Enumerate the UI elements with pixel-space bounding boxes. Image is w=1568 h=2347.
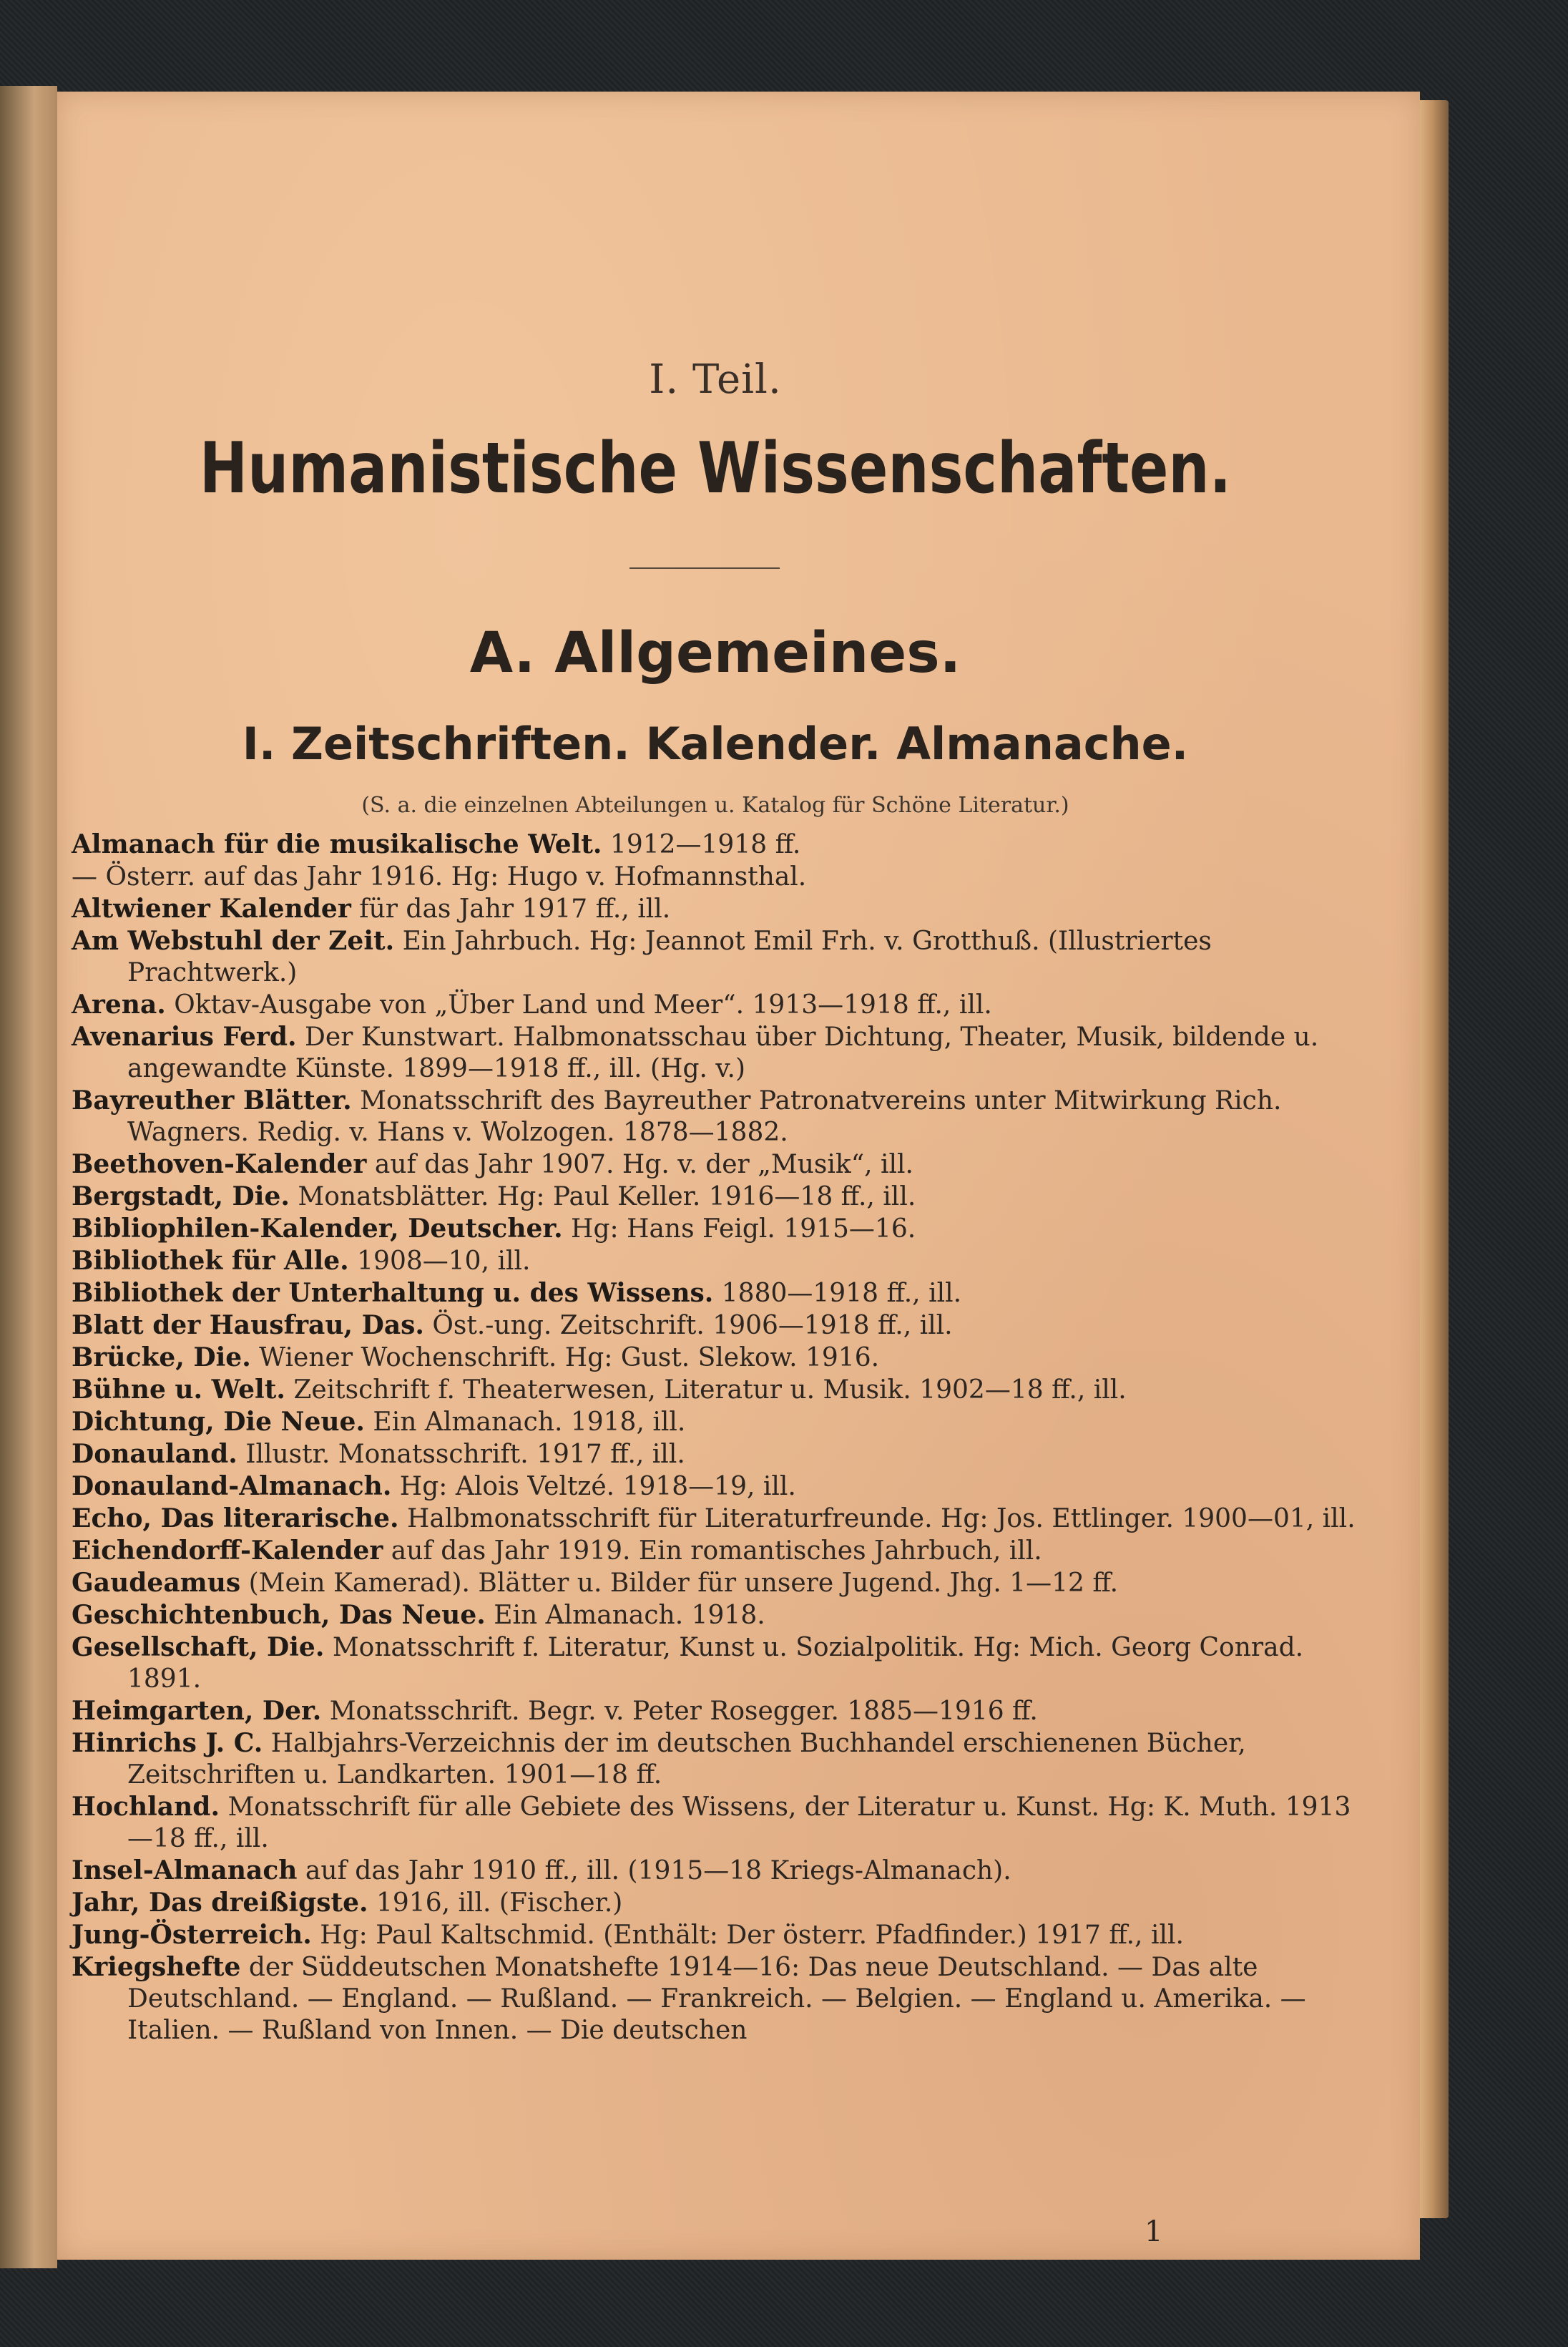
entry-head: Am Webstuhl der Zeit. bbox=[72, 926, 395, 956]
entry bbox=[72, 925, 1358, 989]
entry bbox=[72, 1021, 1358, 1085]
entry bbox=[72, 1631, 1358, 1695]
entry bbox=[72, 1599, 1358, 1631]
entry-text: auf das Jahr 1907. Hg. v. der „Musik“, ill. bbox=[366, 1150, 913, 1179]
entry-head: Altwiener Kalender bbox=[72, 894, 351, 924]
entry bbox=[72, 1567, 1358, 1599]
entry-text: auf das Jahr 1910 ff., ill. (1915—18 Kriegs-Almanach). bbox=[297, 1856, 1011, 1885]
entry-text: Monatsblätter. Hg: Paul Keller. 1916—18 ff., ill. bbox=[289, 1182, 916, 1211]
book-page bbox=[57, 92, 1420, 2260]
part-heading: I. Teil. bbox=[649, 356, 782, 403]
entry-text: 1912—1918 ff. bbox=[602, 830, 801, 859]
entry-head: Jahr, Das dreißigste. bbox=[72, 1888, 368, 1918]
entry bbox=[72, 1213, 1358, 1245]
entry-text: Ein Jahrbuch. Hg: Jeannot Emil Frh. v. Grotthuß. (Illustriertes Prachtwerk.) bbox=[127, 927, 1212, 987]
entry-text: (Mein Kamerad). Blätter u. Bilder für unsere Jugend. Jhg. 1—12 ff. bbox=[240, 1568, 1119, 1598]
entry bbox=[72, 1503, 1358, 1535]
entry-text: Oktav-Ausgabe von „Über Land und Meer“. 1913—1918 ff., ill. bbox=[165, 990, 992, 1020]
entry-head: Beethoven-Kalender bbox=[72, 1149, 367, 1179]
entry-text: — Österr. auf das Jahr 1916. Hg: Hugo v. Hofmannsthal. bbox=[72, 862, 807, 892]
divider-rule bbox=[629, 567, 780, 569]
entry-text: Monatsschrift f. Literatur, Kunst u. Sozialpolitik. Hg: Mich. Georg Conrad. 1891. bbox=[127, 1633, 1304, 1694]
entry-text: Hg: Alois Veltzé. 1918—19, ill. bbox=[391, 1472, 796, 1501]
entry-head: Dichtung, Die Neue. bbox=[72, 1407, 365, 1437]
entry bbox=[72, 1919, 1358, 1951]
entry-text: Illustr. Monatsschrift. 1917 ff., ill. bbox=[237, 1440, 685, 1469]
entry bbox=[72, 1438, 1358, 1470]
entry-text: Halbmonatsschrift für Literaturfreunde. Hg: Jos. Ettlinger. 1900—01, ill. bbox=[398, 1504, 1356, 1533]
subsection-title: I. Zeitschriften. Kalender. Almanache. bbox=[242, 718, 1189, 770]
entry bbox=[72, 1470, 1358, 1503]
entry-head: Heimgarten, Der. bbox=[72, 1696, 322, 1726]
entry bbox=[72, 1309, 1358, 1342]
entry-text: auf das Jahr 1919. Ein romantisches Jahrbuch, ill. bbox=[383, 1536, 1042, 1566]
entry-head: Bühne u. Welt. bbox=[72, 1375, 285, 1405]
entry-text: Der Kunstwart. Halbmonatsschau über Dichtung, Theater, Musik, bildende u. angewandte Künste. 1899—1918 ff., ill. (Hg. v.) bbox=[127, 1023, 1319, 1083]
entry-head: Bibliothek für Alle. bbox=[72, 1246, 349, 1276]
previous-page-edge bbox=[0, 86, 57, 2268]
entry bbox=[72, 1245, 1358, 1277]
entry-head: Hochland. bbox=[72, 1792, 220, 1822]
entry bbox=[72, 1406, 1358, 1438]
entry bbox=[72, 1951, 1358, 2046]
entry-text: Monatsschrift des Bayreuther Patronatvereins unter Mitwirkung Rich. Wagners. Redig. v. Hans v. Wolzogen. 1878—1882. bbox=[127, 1086, 1282, 1147]
entry-text: Monatsschrift. Begr. v. Peter Rosegger. 1885—1916 ff. bbox=[321, 1697, 1038, 1726]
entry-text: für das Jahr 1917 ff., ill. bbox=[351, 894, 671, 924]
entry-text: 1908—10, ill. bbox=[348, 1246, 531, 1276]
entry-head: Avenarius Ferd. bbox=[72, 1022, 297, 1052]
entry-head: Eichendorff-Kalender bbox=[72, 1536, 383, 1566]
entry-text: Halbjahrs-Verzeichnis der im deutschen Buchhandel erschienenen Bücher, Zeitschriften u. Landkarten. 1901—18 ff. bbox=[127, 1729, 1246, 1790]
entry-head: Geschichtenbuch, Das Neue. bbox=[72, 1600, 486, 1630]
entry-head: Gaudeamus bbox=[72, 1568, 241, 1598]
entry bbox=[72, 1855, 1358, 1887]
entry-text: 1916, ill. (Fischer.) bbox=[368, 1888, 623, 1918]
entry bbox=[72, 1535, 1358, 1567]
entry-head: Bibliothek der Unterhaltung u. des Wissens. bbox=[72, 1278, 714, 1308]
main-title: Humanistische Wissenschaften. bbox=[199, 428, 1232, 509]
entry bbox=[72, 1695, 1358, 1727]
entry bbox=[72, 1374, 1358, 1406]
entry-head: Echo, Das literarische. bbox=[72, 1503, 399, 1533]
entry-head: Arena. bbox=[72, 990, 166, 1020]
entry bbox=[72, 1727, 1358, 1791]
entry-text: Monatsschrift für alle Gebiete des Wissens, der Literatur u. Kunst. Hg: K. Muth. 1913—18 ff., ill. bbox=[127, 1792, 1351, 1853]
entry bbox=[72, 1148, 1358, 1181]
entry-text: Zeitschrift f. Theaterwesen, Literatur u. Musik. 1902—18 ff., ill. bbox=[285, 1375, 1127, 1405]
entry-text: Ein Almanach. 1918. bbox=[485, 1601, 765, 1630]
entry-text: Hg: Paul Kaltschmid. (Enthält: Der österr. Pfadfinder.) 1917 ff., ill. bbox=[311, 1921, 1184, 1950]
entry-head: Insel-Almanach bbox=[72, 1855, 298, 1885]
entry bbox=[72, 1085, 1358, 1148]
entry-text: Wiener Wochenschrift. Hg: Gust. Slekow. 1916. bbox=[250, 1343, 880, 1372]
entry bbox=[72, 1887, 1358, 1919]
page-content bbox=[72, 92, 1359, 2260]
entry-head: Gesellschaft, Die. bbox=[72, 1632, 325, 1662]
entry-head: Bayreuther Blätter. bbox=[72, 1085, 352, 1116]
entry-head: Brücke, Die. bbox=[72, 1342, 251, 1372]
entry-text: 1880—1918 ff., ill. bbox=[713, 1279, 962, 1308]
entry-head: Donauland-Almanach. bbox=[72, 1471, 392, 1501]
entry-head: Kriegshefte bbox=[72, 1952, 241, 1982]
page-number: 1 bbox=[1145, 2215, 1163, 2248]
section-title: A. Allgemeines. bbox=[469, 621, 961, 685]
entry bbox=[72, 1277, 1358, 1309]
entry bbox=[72, 1342, 1358, 1374]
entry-text: Ein Almanach. 1918, ill. bbox=[364, 1407, 686, 1437]
entry-head: Bergstadt, Die. bbox=[72, 1181, 290, 1211]
entry bbox=[72, 829, 1358, 861]
entry bbox=[72, 893, 1358, 925]
entry-head: Almanach für die musikalische Welt. bbox=[72, 829, 602, 859]
entry-head: Donauland. bbox=[72, 1439, 237, 1469]
entry-text: Öst.-ung. Zeitschrift. 1906—1918 ff., ill. bbox=[423, 1311, 953, 1340]
entry-head: Hinrichs J. C. bbox=[72, 1728, 263, 1758]
entry bbox=[72, 861, 1358, 893]
entry-head: Bibliophilen-Kalender, Deutscher. bbox=[72, 1214, 563, 1244]
entry-text: Hg: Hans Feigl. 1915—16. bbox=[562, 1214, 916, 1244]
entry-head: Jung-Österreich. bbox=[72, 1920, 312, 1950]
entry-head: Blatt der Hausfrau, Das. bbox=[72, 1310, 424, 1340]
entry bbox=[72, 989, 1358, 1021]
entry bbox=[72, 1181, 1358, 1213]
cross-reference-note: (S. a. die einzelnen Abteilungen u. Katalog für Schöne Literatur.) bbox=[361, 793, 1069, 818]
entry-list bbox=[72, 829, 1359, 2046]
entry bbox=[72, 1791, 1358, 1855]
entry-text: der Süddeutschen Monatshefte 1914—16: Das neue Deutschland. — Das alte Deutschland. — England. — Rußland. — Frankreich. — Belgien. — England u. Amerika. — Italien. — Rußland von Innen. — Die deutschen bbox=[127, 1953, 1306, 2045]
